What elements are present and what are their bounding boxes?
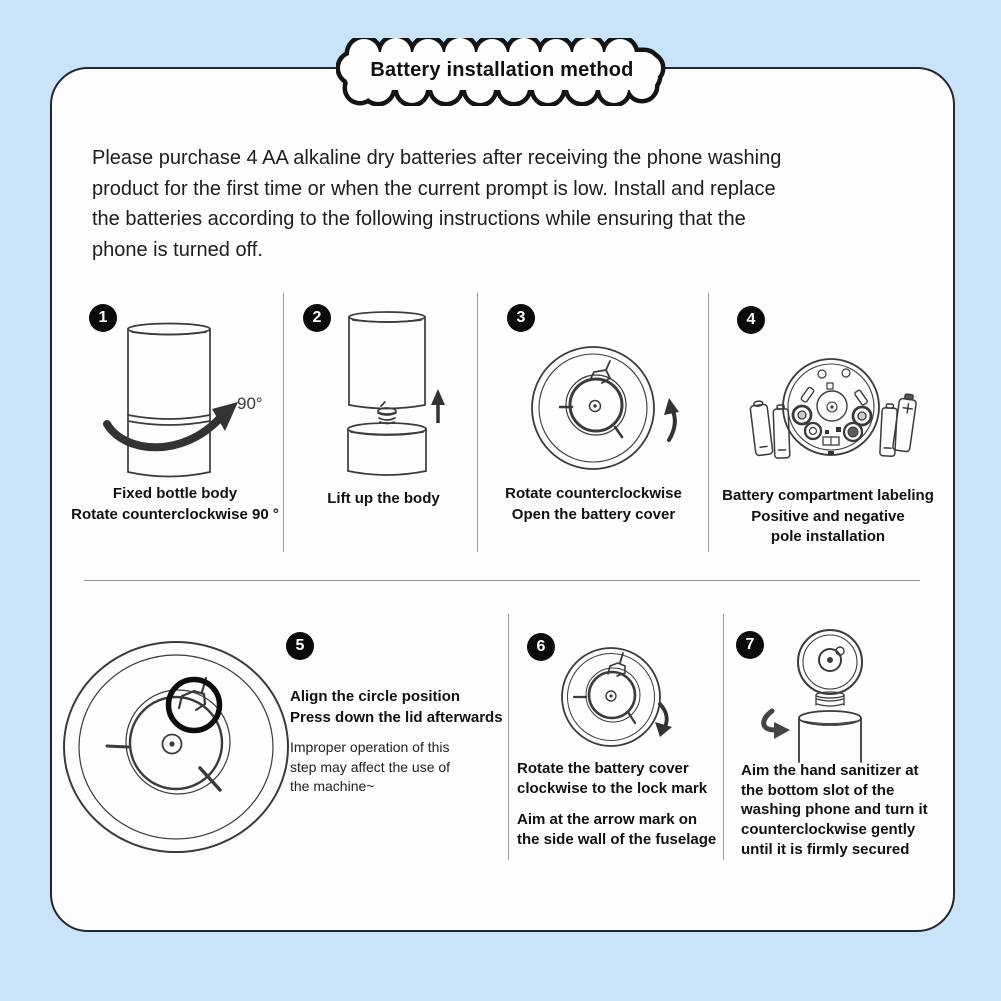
step3-caption xyxy=(479,483,708,525)
step2-caption xyxy=(290,488,477,509)
row-divider xyxy=(84,580,920,581)
badge-number: 3 xyxy=(516,309,526,326)
intro-line: Please purchase 4 AA alkaline dry batteries after receiving the phone washing xyxy=(92,147,782,169)
intro-line: phone is turned off. xyxy=(92,238,263,261)
instruction-line: counterclockwise gently xyxy=(741,821,916,839)
aa-batteries-icon xyxy=(750,393,918,458)
sanitizer-bottle-illustration xyxy=(745,626,925,763)
note-line: step may affect the use of xyxy=(290,758,451,775)
note-line: the machine~ xyxy=(290,778,375,794)
intro-paragraph xyxy=(92,143,932,265)
page-title: Battery installation method xyxy=(370,58,634,81)
instruction-line: Aim at the arrow mark on xyxy=(517,811,698,828)
align-circle-illustration xyxy=(62,634,294,862)
rotate-lock-cover-illustration xyxy=(548,636,683,762)
step7-instruction xyxy=(741,761,928,860)
highlight-ring-icon xyxy=(169,680,220,731)
instruction-line: Rotate the battery cover xyxy=(517,760,689,777)
step4-caption xyxy=(712,486,944,548)
column-divider xyxy=(508,614,509,860)
badge-number: 7 xyxy=(745,636,755,653)
instruction-line: washing phone and turn it xyxy=(741,801,928,819)
caption-line: pole installation xyxy=(770,528,886,545)
badge-number: 6 xyxy=(536,638,546,655)
lift-arrow-icon xyxy=(431,389,445,423)
caption-line: Lift up the body xyxy=(327,490,440,507)
instruction-line: the bottom slot of the xyxy=(741,781,895,799)
instruction-line: Align the circle position xyxy=(290,688,461,705)
rotation-angle-label: 90° xyxy=(237,394,263,413)
instruction-line: Press down the lid afterwards xyxy=(290,708,503,726)
battery-compartment-illustration xyxy=(740,348,930,463)
column-divider xyxy=(723,614,724,860)
caption-line: Rotate counterclockwise xyxy=(505,485,682,502)
instruction-line: Aim the hand sanitizer at xyxy=(741,762,919,779)
instruction-line: until it is firmly secured xyxy=(741,840,910,858)
step5-instruction xyxy=(290,687,503,728)
note-line: Improper operation of this xyxy=(290,739,450,755)
caption-line: Positive and negative xyxy=(751,507,905,525)
badge-number: 1 xyxy=(98,309,108,326)
step6-instruction xyxy=(517,759,707,798)
column-divider xyxy=(708,293,709,552)
title-banner xyxy=(336,38,668,106)
caption-line: Open the battery cover xyxy=(511,506,676,523)
column-divider xyxy=(477,293,478,552)
step6-instruction-2 xyxy=(517,810,716,849)
caption-line: Battery compartment labeling xyxy=(722,487,934,504)
step2-number-badge xyxy=(303,304,331,332)
step5-note xyxy=(290,738,450,797)
instruction-line: clockwise to the lock mark xyxy=(517,779,708,797)
bottle-rotate-90-illustration xyxy=(100,312,250,482)
rotate-open-cover-illustration xyxy=(522,338,682,478)
counterclockwise-turn-arrow-icon xyxy=(764,711,790,739)
caption-line: Fixed bottle body xyxy=(112,485,238,502)
step4-number-badge xyxy=(737,306,765,334)
step1-caption xyxy=(68,483,282,525)
intro-line: the batteries according to the following instructions while ensuring that the xyxy=(92,208,746,230)
counterclockwise-arrow-icon xyxy=(664,398,679,440)
badge-number: 2 xyxy=(312,309,322,326)
lift-body-illustration xyxy=(336,305,456,485)
badge-number: 5 xyxy=(295,637,305,654)
column-divider xyxy=(283,293,284,552)
clockwise-arrow-icon xyxy=(655,704,672,737)
intro-line: product for the first time or when the current prompt is low. Install and replace xyxy=(92,177,776,200)
caption-line: Rotate counterclockwise 90 ° xyxy=(71,506,279,523)
badge-number: 4 xyxy=(746,311,756,328)
instruction-line: the side wall of the fuselage xyxy=(517,830,717,848)
step3-number-badge xyxy=(507,304,535,332)
